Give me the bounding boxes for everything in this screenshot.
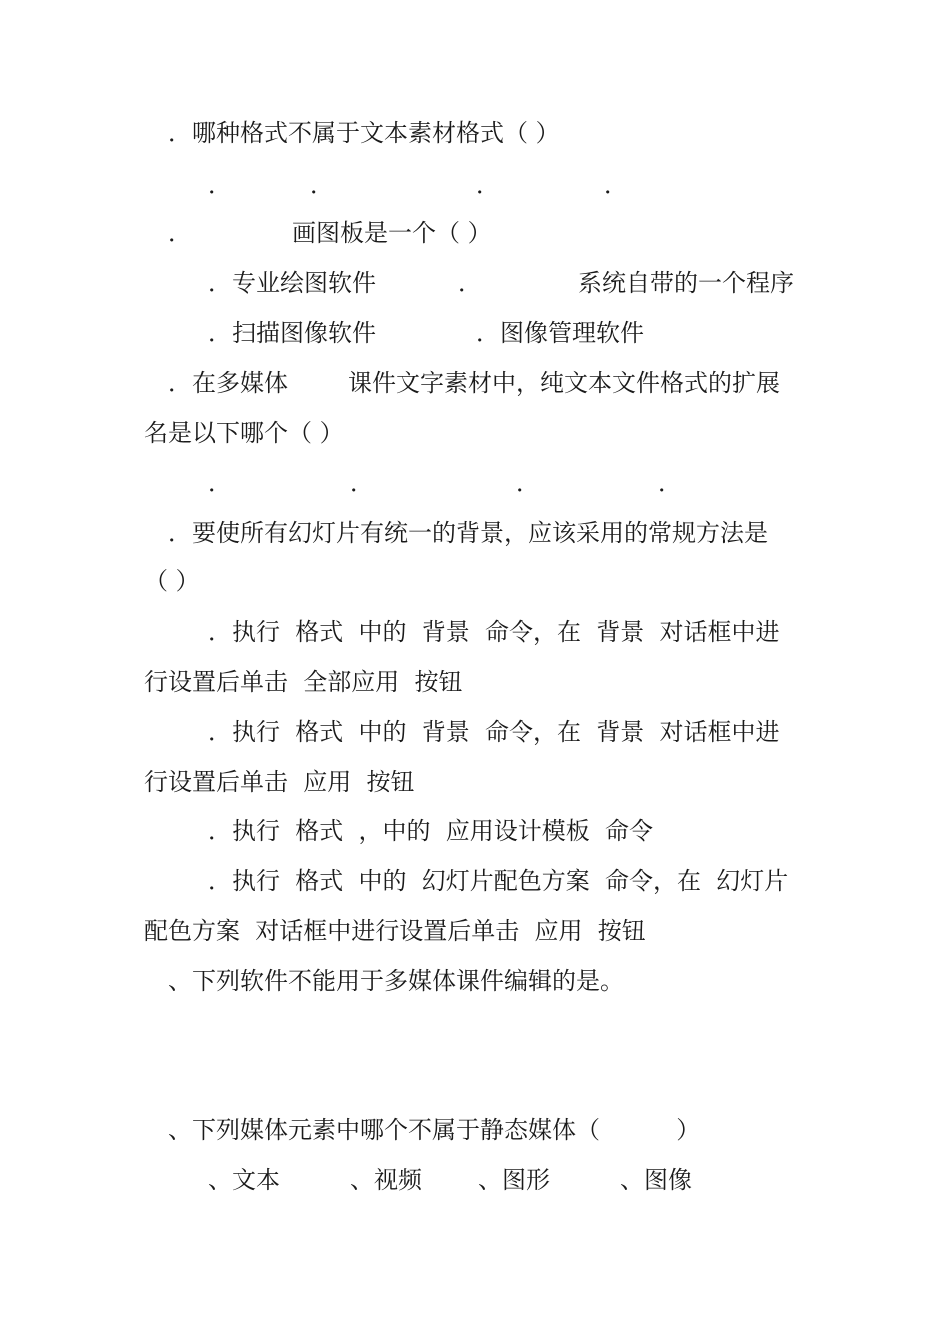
question-1-option-d: ． xyxy=(604,171,628,199)
question-4-stem-line2: （ ） xyxy=(144,567,200,595)
question-6-option-b: 、视频 xyxy=(350,1166,422,1194)
question-3-option-c: ． xyxy=(516,469,540,497)
question-2-option-b: 系统自带的一个程序 xyxy=(578,269,794,297)
question-3-option-a: ． xyxy=(208,469,232,497)
question-2-stem: 画图板是一个（ ） xyxy=(292,219,492,247)
question-4-option-d-line2: 配色方案 对话框中进行设置后单击 应用 按钮 xyxy=(144,917,646,945)
question-6-stem: 、下列媒体元素中哪个不属于静态媒体（ ） xyxy=(168,1116,701,1144)
question-4-option-a-line2: 行设置后单击 全部应用 按钮 xyxy=(144,668,463,696)
question-4-option-b-line2: 行设置后单击 应用 按钮 xyxy=(144,768,415,796)
question-1-option-a: ． xyxy=(208,171,232,199)
question-4-option-a-line1: ．执行 格式 中的 背景 命令，在 背景 对话框中进 xyxy=(208,618,780,646)
question-2-option-a: ．专业绘图软件 xyxy=(208,269,376,297)
question-3-stem-part1: ．在多媒体 xyxy=(168,369,288,397)
question-2-number: ． xyxy=(168,219,192,247)
question-5-stem: 、下列软件不能用于多媒体课件编辑的是。 xyxy=(168,967,624,995)
question-1-stem: ．哪种格式不属于文本素材格式（ ） xyxy=(168,119,560,147)
question-4-option-c-line1: ．执行 格式 ，中的 应用设计模板 命令 xyxy=(208,817,654,845)
question-3-stem-part2: 课件文字素材中，纯文本文件格式的扩展 xyxy=(348,369,780,397)
question-4-option-d-line1: ．执行 格式 中的 幻灯片配色方案 命令，在 幻灯片 xyxy=(208,867,789,895)
question-6-option-d: 、图像 xyxy=(620,1166,692,1194)
question-4-stem-line1: ．要使所有幻灯片有统一的背景，应该采用的常规方法是 xyxy=(168,519,768,547)
question-3-option-d: ． xyxy=(658,469,682,497)
question-6-option-a: 、文本 xyxy=(208,1166,280,1194)
question-2-option-b-marker: ． xyxy=(458,269,482,297)
question-2-option-c: ．扫描图像软件 xyxy=(208,319,376,347)
question-1-option-b: ． xyxy=(310,171,334,199)
question-3-stem-line2: 名是以下哪个（ ） xyxy=(144,419,344,447)
question-4-option-b-line1: ．执行 格式 中的 背景 命令，在 背景 对话框中进 xyxy=(208,718,780,746)
question-6-option-c: 、图形 xyxy=(478,1166,550,1194)
question-1-option-c: ． xyxy=(476,171,500,199)
question-3-option-b: ． xyxy=(350,469,374,497)
question-2-option-d: ．图像管理软件 xyxy=(476,319,644,347)
